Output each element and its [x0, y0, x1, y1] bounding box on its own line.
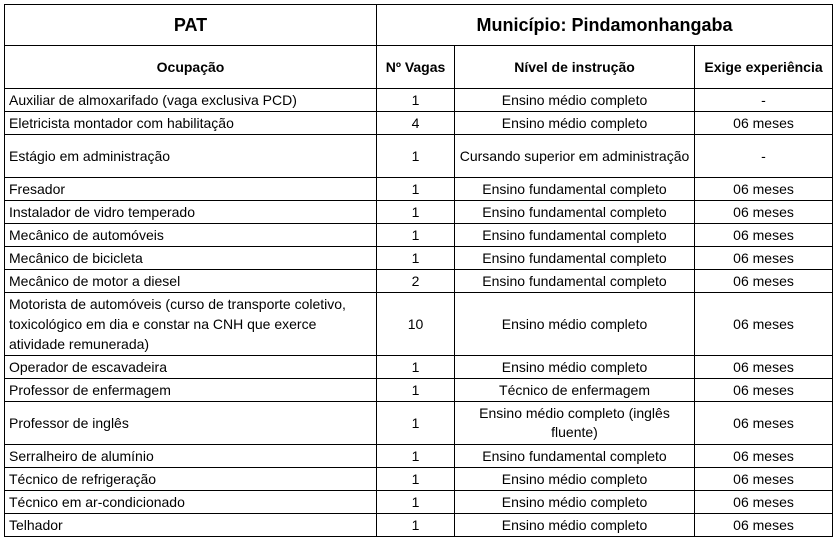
occupation-cell: Mecânico de motor a diesel [5, 270, 377, 293]
occupation-cell: Fresador [5, 178, 377, 201]
table-row [5, 402, 833, 445]
experience-cell: 06 meses [695, 445, 833, 468]
experience-cell: 06 meses [695, 402, 833, 445]
occupation-cell: Professor de inglês [5, 402, 377, 445]
column-header-occupation: Ocupação [5, 46, 377, 89]
vacancies-cell: 1 [377, 224, 455, 247]
table-row [5, 89, 833, 112]
occupation-cell: Telhador [5, 514, 377, 537]
experience-cell: 06 meses [695, 112, 833, 135]
table-row [5, 247, 833, 270]
column-header-experience: Exige experiência [695, 46, 833, 89]
vacancies-cell: 4 [377, 112, 455, 135]
education-cell: Ensino fundamental completo [455, 224, 695, 247]
table-row [5, 201, 833, 224]
education-cell: Ensino médio completo (inglês fluente) [455, 402, 695, 445]
vacancies-cell: 1 [377, 247, 455, 270]
table-row [5, 356, 833, 379]
vacancies-cell: 1 [377, 135, 455, 178]
education-cell: Ensino fundamental completo [455, 445, 695, 468]
table-row [5, 224, 833, 247]
occupation-cell: Professor de enfermagem [5, 379, 377, 402]
experience-cell: 06 meses [695, 468, 833, 491]
table-row [5, 514, 833, 537]
table-row [5, 178, 833, 201]
occupation-cell: Mecânico de automóveis [5, 224, 377, 247]
vacancies-cell: 1 [377, 379, 455, 402]
table-row [5, 270, 833, 293]
occupation-cell: Mecânico de bicicleta [5, 247, 377, 270]
education-cell: Ensino médio completo [455, 112, 695, 135]
experience-cell: 06 meses [695, 178, 833, 201]
table-row [5, 112, 833, 135]
municipality-title: Município: Pindamonhangaba [377, 5, 833, 46]
vacancies-cell: 1 [377, 514, 455, 537]
vacancies-cell: 1 [377, 201, 455, 224]
column-header-education: Nível de instrução [455, 46, 695, 89]
education-cell: Ensino médio completo [455, 514, 695, 537]
education-cell: Ensino médio completo [455, 89, 695, 112]
experience-cell: - [695, 135, 833, 178]
vacancies-cell: 1 [377, 445, 455, 468]
education-cell: Cursando superior em administração [455, 135, 695, 178]
experience-cell: 06 meses [695, 270, 833, 293]
education-cell: Ensino fundamental completo [455, 270, 695, 293]
experience-cell: 06 meses [695, 491, 833, 514]
occupation-cell: Auxiliar de almoxarifado (vaga exclusiva PCD) [5, 89, 377, 112]
experience-cell: 06 meses [695, 514, 833, 537]
education-cell: Ensino fundamental completo [455, 178, 695, 201]
table-row [5, 293, 833, 356]
experience-cell: 06 meses [695, 356, 833, 379]
table-row [5, 135, 833, 178]
table-title-row [5, 5, 833, 46]
vacancies-cell: 1 [377, 491, 455, 514]
vacancies-cell: 1 [377, 468, 455, 491]
vacancies-cell: 1 [377, 402, 455, 445]
experience-cell: 06 meses [695, 379, 833, 402]
vacancies-cell: 1 [377, 356, 455, 379]
education-cell: Ensino médio completo [455, 356, 695, 379]
table-row [5, 445, 833, 468]
job-vacancies-table [4, 4, 833, 537]
occupation-cell: Estágio em administração [5, 135, 377, 178]
education-cell: Ensino médio completo [455, 468, 695, 491]
pat-title: PAT [5, 5, 377, 46]
column-header-row [5, 46, 833, 89]
education-cell: Ensino fundamental completo [455, 201, 695, 224]
occupation-cell: Serralheiro de alumínio [5, 445, 377, 468]
occupation-cell: Motorista de automóveis (curso de transporte coletivo, toxicológico em dia e constar na CNH que exerce atividade remunerada) [5, 293, 377, 356]
experience-cell: 06 meses [695, 247, 833, 270]
occupation-cell: Eletricista montador com habilitação [5, 112, 377, 135]
vacancies-cell: 1 [377, 178, 455, 201]
occupation-cell: Operador de escavadeira [5, 356, 377, 379]
experience-cell: 06 meses [695, 224, 833, 247]
education-cell: Ensino médio completo [455, 491, 695, 514]
education-cell: Ensino médio completo [455, 293, 695, 356]
table-row [5, 468, 833, 491]
vacancies-cell: 1 [377, 89, 455, 112]
experience-cell: 06 meses [695, 293, 833, 356]
vacancies-cell: 10 [377, 293, 455, 356]
occupation-cell: Técnico em ar-condicionado [5, 491, 377, 514]
occupation-cell: Técnico de refrigeração [5, 468, 377, 491]
experience-cell: - [695, 89, 833, 112]
column-header-vacancies: Nº Vagas [377, 46, 455, 89]
experience-cell: 06 meses [695, 201, 833, 224]
education-cell: Ensino fundamental completo [455, 247, 695, 270]
education-cell: Técnico de enfermagem [455, 379, 695, 402]
table-row [5, 491, 833, 514]
occupation-cell: Instalador de vidro temperado [5, 201, 377, 224]
table-row [5, 379, 833, 402]
vacancies-cell: 2 [377, 270, 455, 293]
